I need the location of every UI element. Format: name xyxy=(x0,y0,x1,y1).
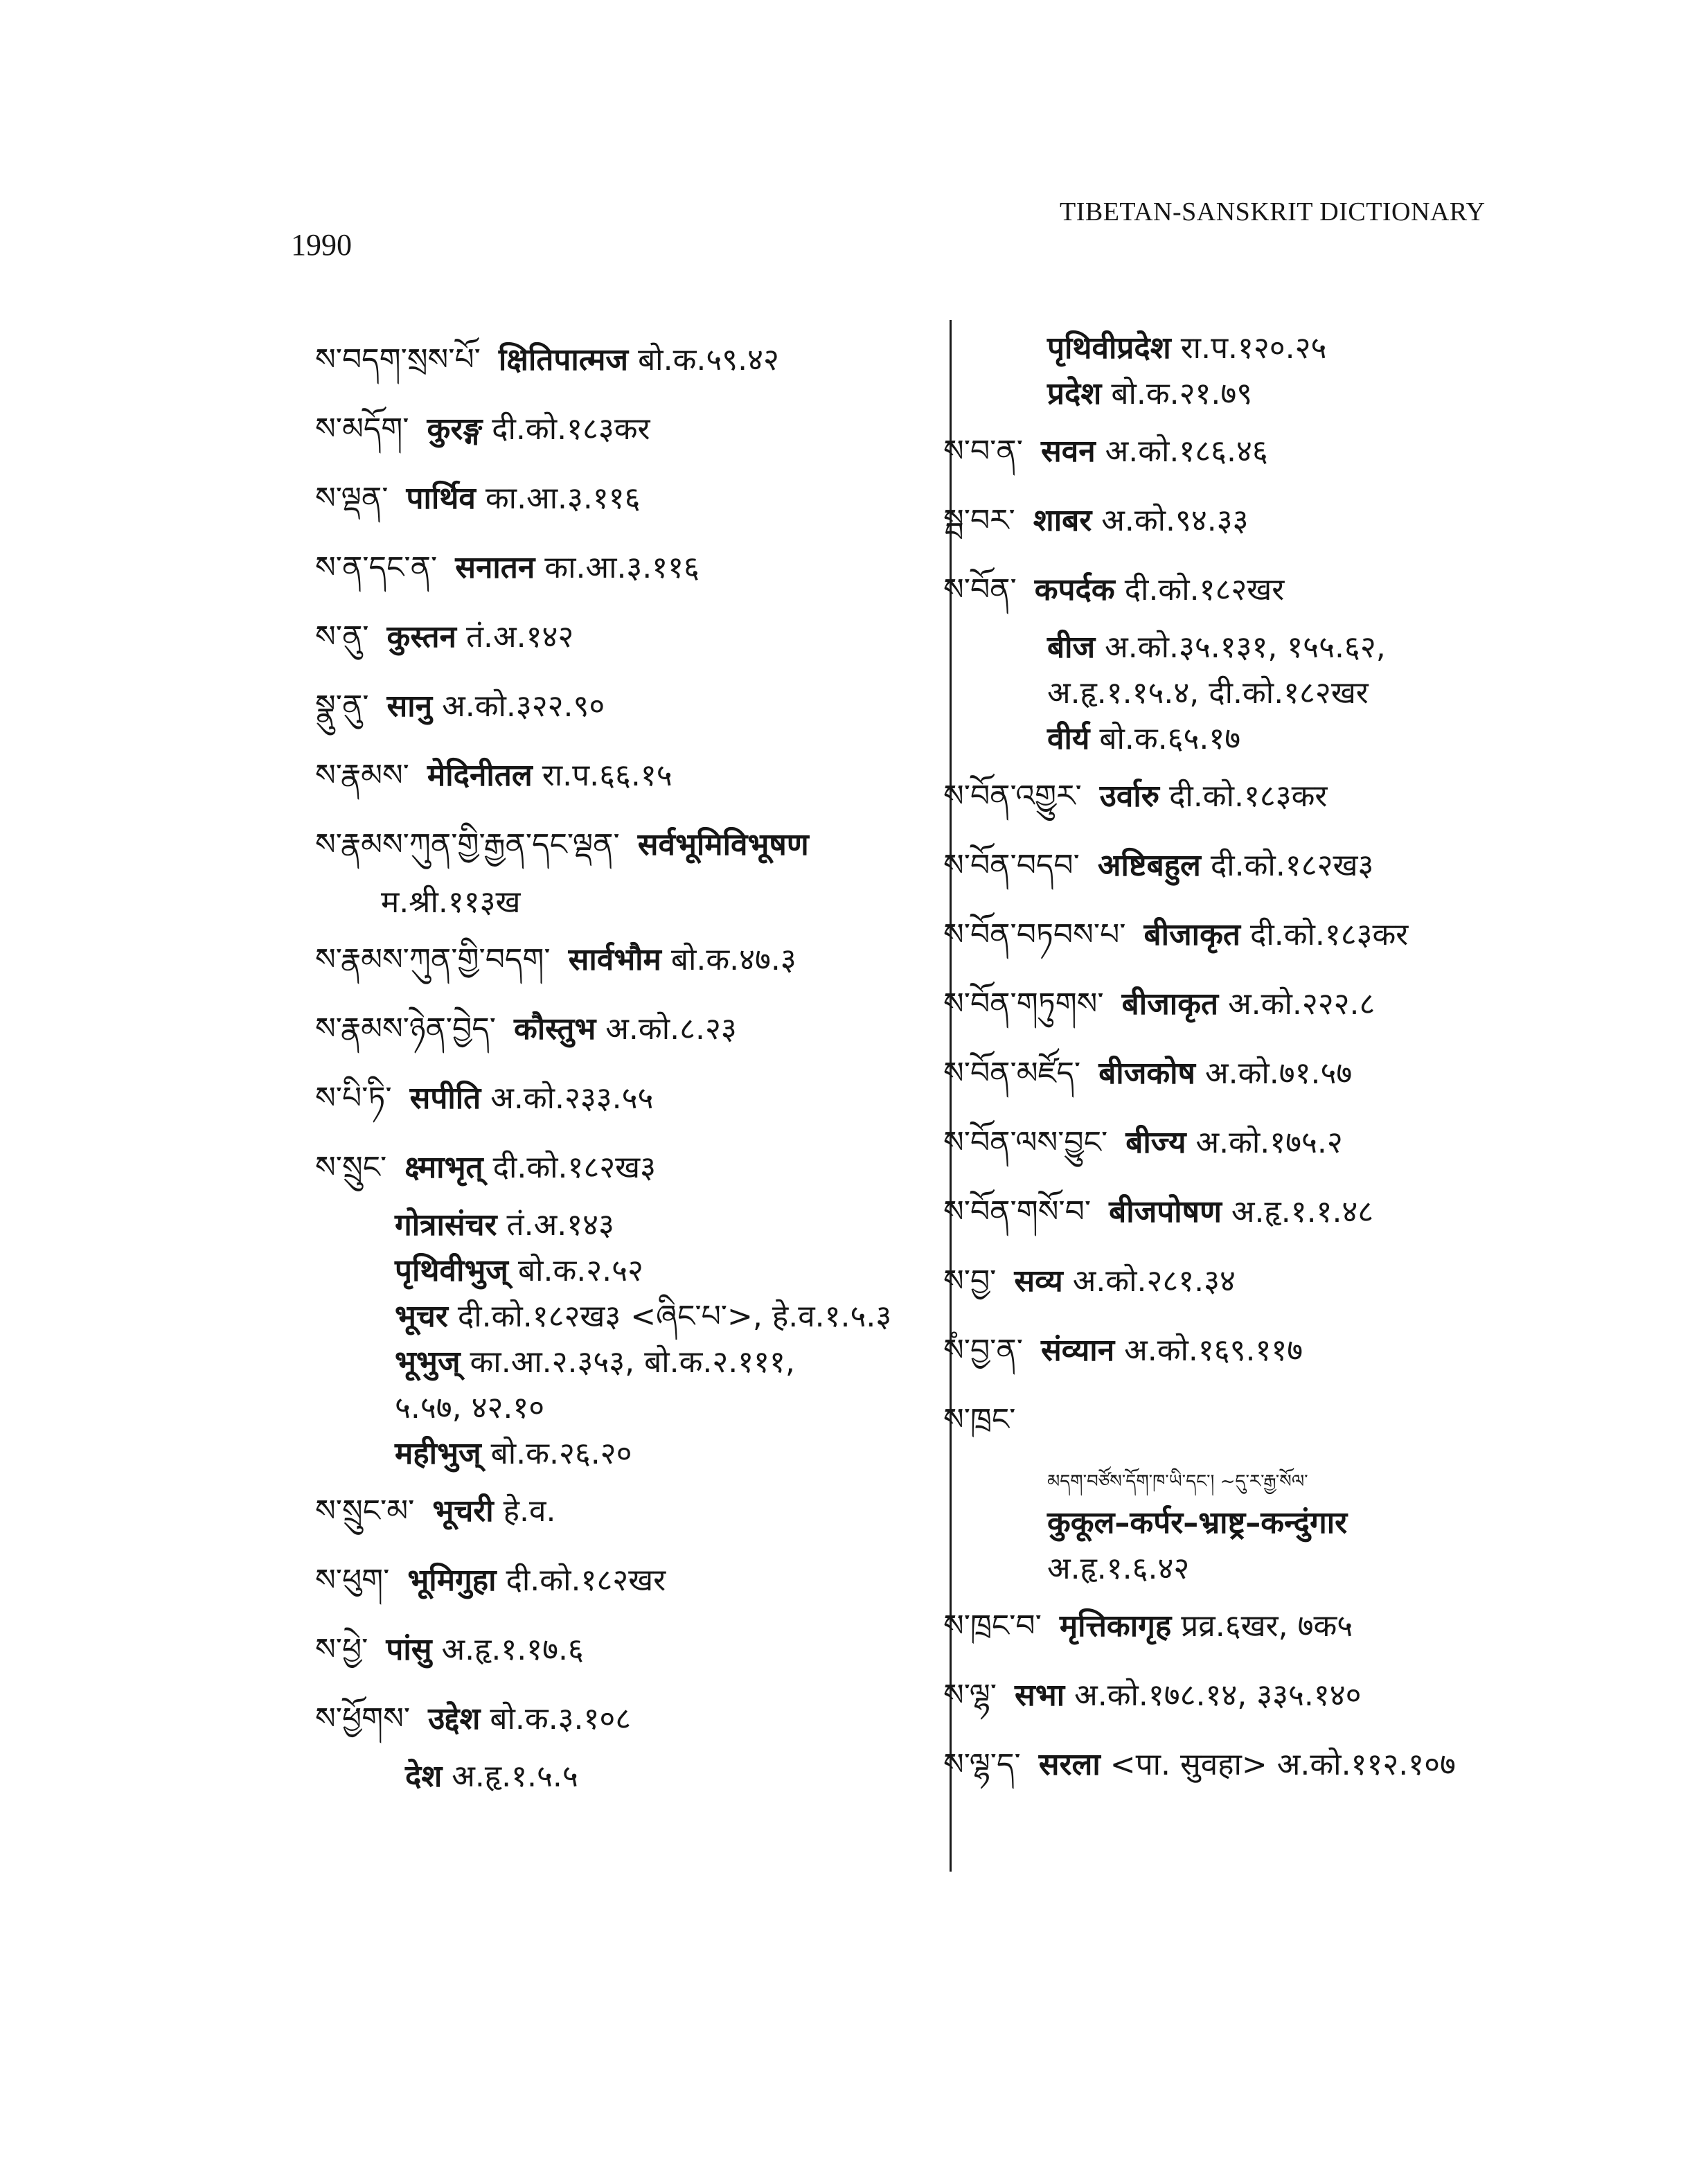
tibetan-headword: ས་བོན་བཏབས་པ་ xyxy=(943,917,1126,952)
sanskrit-equivalent: भूचर xyxy=(395,1299,448,1334)
source-reference: दी.को.१८२ख३ <ཞིང་པ་>, हे.व.१.५.३ xyxy=(457,1299,892,1334)
sanskrit-equivalent: पृथिवीभुज् xyxy=(395,1253,508,1288)
sanskrit-equivalent: कौस्तुभ xyxy=(513,1011,596,1047)
sanskrit-equivalent: बीजाकृत xyxy=(1143,917,1240,952)
sanskrit-equivalent: बीज xyxy=(1047,630,1096,665)
source-reference: अ.हृ.१.१.४८ xyxy=(1231,1194,1374,1229)
entry-line xyxy=(943,326,1636,371)
sanskrit-equivalent: महीभुज् xyxy=(395,1436,481,1471)
sanskrit-equivalent: उर्वारु xyxy=(1099,779,1160,814)
sanskrit-equivalent: गोत्रासंचर xyxy=(395,1207,497,1243)
entry-line xyxy=(943,625,1636,671)
sanskrit-equivalent: मृत्तिकागृह xyxy=(1059,1608,1172,1644)
tibetan-headword: སཾ་བྱ་ན་ xyxy=(943,1333,1023,1368)
entry-line xyxy=(943,900,1636,970)
source-reference: का.आ.३.११६ xyxy=(544,550,700,585)
entry-line xyxy=(315,810,942,880)
page-number: 1990 xyxy=(291,228,352,262)
source-reference: रा.प.६६.१५ xyxy=(542,758,673,793)
tibetan-headword: ས་ལྡན་ xyxy=(315,481,389,516)
entry-line xyxy=(315,1064,942,1133)
source-reference: हे.व. xyxy=(503,1493,556,1529)
entry-line xyxy=(943,1316,1636,1385)
entry-line xyxy=(943,486,1636,556)
source-reference: दी.को.१८२ख३ xyxy=(1210,848,1374,883)
entry-line xyxy=(943,671,1636,716)
tibetan-headword: ས་ན་དང་ན་ xyxy=(315,550,438,585)
tibetan-headword: ས་བདག་སྲས་པོ་ xyxy=(315,342,481,378)
tibetan-headword: ས་མདོག་ xyxy=(315,411,409,447)
entry-line xyxy=(315,1133,942,1202)
tibetan-headword: ས་བོན་གཏུགས་ xyxy=(943,986,1104,1022)
source-reference: बो.क.२.५२ xyxy=(517,1253,643,1288)
entry-line xyxy=(315,925,942,995)
entry-line xyxy=(315,672,942,741)
sanskrit-equivalent: संव्यान xyxy=(1040,1333,1115,1368)
sanskrit-equivalent: बीजाकृत xyxy=(1121,986,1219,1022)
tibetan-headword: ས་ནུ་ xyxy=(315,619,369,655)
source-reference: अ.को.१६९.११७ xyxy=(1124,1333,1303,1368)
source-reference: अ.को.८.२३ xyxy=(605,1011,737,1047)
source-reference: अ.को.१८६.४६ xyxy=(1105,434,1268,469)
entry-line xyxy=(943,1661,1636,1730)
tibetan-headword: ས་རྣམས་ཉེན་བྱེད་ xyxy=(315,1011,496,1047)
source-reference: दी.को.१८३कर xyxy=(492,411,650,447)
source-reference: बो.क.३.१०८ xyxy=(490,1701,632,1737)
entry-line xyxy=(943,417,1636,486)
source-reference: तं.अ.१४३ xyxy=(506,1207,614,1243)
sanskrit-equivalent: सपीति xyxy=(409,1081,481,1116)
tibetan-headword: ས་པི་ཏི་ xyxy=(315,1081,392,1116)
tibetan-headword: ས་ལྷ་ xyxy=(943,1678,997,1713)
entry-line xyxy=(315,464,942,533)
sanskrit-equivalent: प्रदेश xyxy=(1047,376,1102,411)
sanskrit-equivalent: पांसु xyxy=(386,1632,432,1667)
sanskrit-equivalent: सवन xyxy=(1040,434,1096,469)
tibetan-headword: ས་ཁྲང་བ་ xyxy=(943,1608,1042,1644)
source-reference: अ.को.७१.५७ xyxy=(1204,1056,1353,1091)
tibetan-headword: ས་བོན་བདབ་ xyxy=(943,848,1080,883)
source-reference: <पा. सुवहा> अ.को.११२.१०७ xyxy=(1110,1747,1456,1782)
tibetan-headword: ས་ཁྲང་ xyxy=(943,1402,1016,1437)
entry-line xyxy=(943,970,1636,1039)
sanskrit-equivalent: सभा xyxy=(1015,1678,1065,1713)
tibetan-headword: ས་རྣམས་ཀུན་གྱི་བདག་ xyxy=(315,942,551,977)
sanskrit-equivalent: कुरङ्ग xyxy=(427,411,483,447)
sanskrit-equivalent: भूमिगुहा xyxy=(407,1563,497,1598)
source-reference: दी.को.१८३कर xyxy=(1169,779,1328,814)
source-reference: तं.अ.१४२ xyxy=(465,619,574,655)
entry-line xyxy=(943,831,1636,900)
entry-line xyxy=(943,1546,1636,1592)
tibetan-headword: ས་རྣམས་ཀུན་གྱི་རྒྱན་དང་ལྡན་ xyxy=(315,827,620,862)
source-reference: अ.को.१७८.१४, ३३५.१४० xyxy=(1074,1678,1362,1713)
entry-line xyxy=(943,1500,1636,1546)
entry-line xyxy=(315,1431,942,1477)
source-reference: अ.को.९४.३३ xyxy=(1101,503,1249,538)
sanskrit-equivalent: भूचरी xyxy=(432,1493,494,1529)
tibetan-headword: ས་སྲུང་མ་ xyxy=(315,1493,415,1529)
sanskrit-equivalent: क्षितिपात्मज xyxy=(498,342,629,378)
sanskrit-equivalent: उद्देश xyxy=(428,1701,481,1737)
tibetan-headword: ས་བོན་མཛོད་ xyxy=(943,1056,1081,1091)
source-reference: अ.हृ.१.६.४२ xyxy=(1047,1551,1190,1586)
entry-line xyxy=(315,1202,942,1248)
sanskrit-equivalent: वीर्य xyxy=(1047,721,1090,756)
source-reference: रा.प.१२०.२५ xyxy=(1180,330,1327,366)
left-column xyxy=(315,326,942,1800)
source-reference: का.आ.२.३५३, बो.क.२.१११, xyxy=(470,1344,795,1380)
entry-line xyxy=(315,326,942,395)
sanskrit-equivalent: कुकूल–कर्पर–भ्राष्ट्र–कन्दुंगार xyxy=(1047,1505,1348,1541)
source-reference: बो.क.६५.१७ xyxy=(1099,721,1241,756)
sanskrit-equivalent: क्ष्माभृत् xyxy=(404,1150,483,1185)
sanskrit-equivalent: देश xyxy=(405,1759,443,1794)
source-reference: म.श्री.११३ख xyxy=(381,885,521,920)
entry-line xyxy=(315,880,942,925)
source-reference: अ.हृ.१.१५.४, दी.को.१८२खर xyxy=(1047,675,1369,711)
sanskrit-equivalent: शाबर xyxy=(1033,503,1092,538)
sanskrit-equivalent: बीजपोषण xyxy=(1109,1194,1222,1229)
right-column xyxy=(943,326,1636,1800)
source-reference: अ.को.३५.१३१, १५५.६२, xyxy=(1105,630,1386,665)
tibetan-headword: ས་ཕྱེ་ xyxy=(315,1632,368,1667)
entry-line xyxy=(943,1385,1636,1455)
source-reference: का.आ.३.११६ xyxy=(485,481,641,516)
sanskrit-equivalent: सरला xyxy=(1038,1747,1101,1782)
entry-line xyxy=(315,1477,942,1546)
tibetan-headword: ས་བ་ན་ xyxy=(943,434,1023,469)
source-reference: अ.को.३२२.९० xyxy=(442,689,605,724)
tibetan-headword: ས་བོན་ལས་བྱུང་ xyxy=(943,1125,1108,1160)
source-reference: बो.क.२६.२० xyxy=(490,1436,632,1471)
source-reference: दी.को.१८२खर xyxy=(506,1563,666,1598)
entry-line xyxy=(943,1178,1636,1247)
sanskrit-equivalent: बीज्य xyxy=(1125,1125,1186,1160)
tibetan-headword: ས་བོན་གསོ་བ་ xyxy=(943,1194,1092,1229)
source-reference: प्रव्र.६खर, ७क५ xyxy=(1181,1608,1353,1644)
source-reference: अ.को.२३३.५५ xyxy=(490,1081,654,1116)
sanskrit-equivalent: पृथिवीप्रदेश xyxy=(1047,330,1171,366)
tibetan-headword: ས་སྲུང་ xyxy=(315,1150,387,1185)
sanskrit-equivalent: सनातन xyxy=(455,550,535,585)
entry-line xyxy=(315,533,942,603)
entry-line xyxy=(315,1294,942,1340)
sanskrit-equivalent: सर्वभूमिविभूषण xyxy=(637,827,809,862)
entry-line xyxy=(943,371,1636,417)
entry-line xyxy=(315,1685,942,1754)
entry-line xyxy=(315,1340,942,1385)
entry-line xyxy=(943,556,1636,625)
entry-line xyxy=(315,395,942,464)
entry-line xyxy=(315,1248,942,1294)
tibetan-gloss: མདག་བཙོས་དོག་ཁ་ཡི་དང་། ~དུ་ར་རྒྱ་སོལ་ xyxy=(1047,1471,1308,1492)
tibetan-headword: སྦ་བར་ xyxy=(943,503,1015,538)
sanskrit-equivalent: सार्वभौम xyxy=(568,942,661,977)
entry-line xyxy=(943,1730,1636,1800)
sanskrit-equivalent: भूभुज् xyxy=(395,1344,461,1380)
source-reference: बो.क.२१.७९ xyxy=(1111,376,1253,411)
sanskrit-equivalent: पार्थिव xyxy=(406,481,476,516)
tibetan-headword: ས་བྱ་ xyxy=(943,1263,997,1299)
source-reference: ५.५७, ४२.१० xyxy=(395,1390,545,1426)
source-reference: दी.को.१८२ख३ xyxy=(492,1150,657,1185)
tibetan-headword: སྣུ་ནུ་ xyxy=(315,689,369,724)
tibetan-headword: ས་ཕྱོགས་ xyxy=(315,1701,411,1737)
running-title: TIBETAN-SANSKRIT DICTIONARY xyxy=(1060,197,1486,227)
source-reference: अ.हृ.१.५.५ xyxy=(452,1759,578,1794)
sanskrit-equivalent: कुस्तन xyxy=(386,619,456,655)
sanskrit-equivalent: मेदिनीतल xyxy=(427,758,533,793)
entry-line xyxy=(315,1754,942,1800)
source-reference: अ.हृ.१.१७.६ xyxy=(441,1632,584,1667)
source-reference: दी.को.१८२खर xyxy=(1124,572,1285,607)
sanskrit-equivalent: अष्टिबहुल xyxy=(1097,848,1201,883)
tibetan-headword: ས་ཕུག་ xyxy=(315,1563,390,1598)
source-reference: अ.को.२८१.३४ xyxy=(1072,1263,1236,1299)
entry-line xyxy=(315,1385,942,1431)
tibetan-headword: ས་རྣམས་ xyxy=(315,758,409,793)
entry-line xyxy=(943,1039,1636,1108)
entry-line xyxy=(943,1108,1636,1178)
tibetan-headword: ས་ལྷ་ད་ xyxy=(943,1747,1021,1782)
source-reference: बो.क.५९.४२ xyxy=(638,342,779,378)
entry-line xyxy=(315,741,942,810)
entry-line xyxy=(315,995,942,1064)
entry-line xyxy=(943,716,1636,762)
tibetan-headword: ས་བོན་ xyxy=(943,572,1017,607)
entry-line xyxy=(315,1615,942,1685)
source-reference: बो.क.४७.३ xyxy=(670,942,796,977)
entry-line xyxy=(943,1592,1636,1661)
entry-line xyxy=(943,1247,1636,1316)
sanskrit-equivalent: सव्य xyxy=(1014,1263,1063,1299)
entry-line xyxy=(315,1546,942,1615)
source-reference: अ.को.१७५.२ xyxy=(1195,1125,1343,1160)
source-reference: दी.को.१८३कर xyxy=(1249,917,1409,952)
entry-line xyxy=(943,762,1636,831)
tibetan-headword: ས་བོན་འགྱུར་ xyxy=(943,779,1082,814)
entry-line xyxy=(943,1455,1636,1500)
sanskrit-equivalent: बीजकोष xyxy=(1098,1056,1195,1091)
sanskrit-equivalent: कपर्दक xyxy=(1034,572,1115,607)
sanskrit-equivalent: सानु xyxy=(386,689,433,724)
entry-line xyxy=(315,603,942,672)
source-reference: अ.को.२२२.८ xyxy=(1228,986,1375,1022)
